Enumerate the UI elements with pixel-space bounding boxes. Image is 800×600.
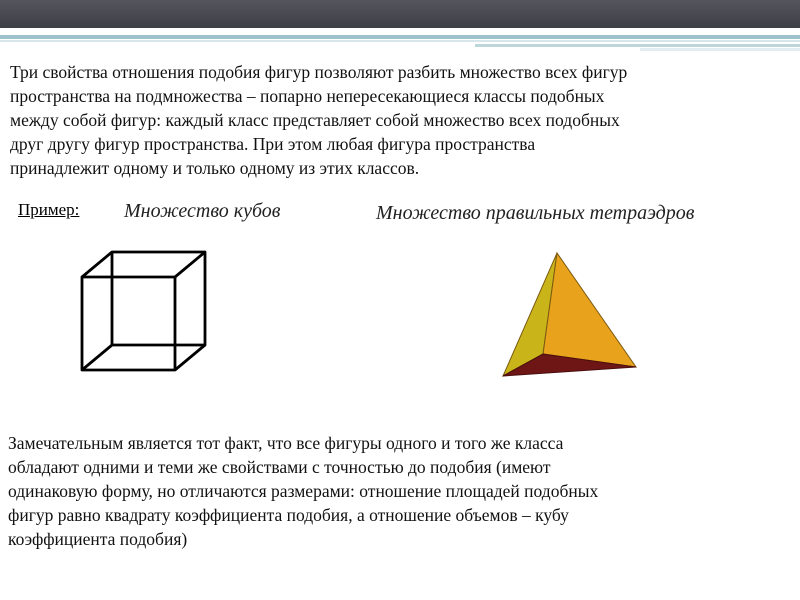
intro-paragraph (10, 60, 795, 180)
intro-line: друг другу фигур пространства. При этом любая фигура пространства (10, 134, 536, 154)
caption-cubes: Множество кубов (124, 200, 281, 222)
cube-back-face (112, 252, 205, 345)
tetra-front-face (543, 253, 636, 367)
decor-strip-2 (0, 40, 800, 42)
slide-top-bar (0, 0, 800, 28)
cube-edge (175, 345, 205, 370)
intro-line: принадлежит одному и только одному из этих классов. (10, 158, 420, 178)
intro-line: между собой фигур: каждый класс представляет собой множество всех подобных (10, 110, 620, 130)
conclusion-line: обладают одними и теми же свойствами с точностью до подобия (имеют (8, 457, 551, 477)
cube-edge (82, 252, 112, 277)
conclusion-line: фигур равно квадрату коэффициента подобия, а отношение объемов – кубу (8, 505, 569, 525)
conclusion-paragraph (8, 431, 793, 551)
cube-edge (82, 345, 112, 370)
cube-front-face (82, 277, 175, 370)
cube-wireframe-icon (75, 245, 210, 380)
example-label: Пример: (18, 200, 80, 219)
decor-strip-3 (475, 44, 800, 47)
conclusion-line: Замечательным является тот факт, что все фигуры одного и того же класса (8, 433, 564, 453)
intro-line: Три свойства отношения подобия фигур позволяют разбить множество всех фигур (10, 62, 628, 82)
intro-line: пространства на подмножества – попарно непересекающиеся классы подобных (10, 86, 605, 106)
decor-strip-1 (0, 35, 800, 39)
caption-tetrahedra: Множество правильных тетраэдров (376, 202, 695, 224)
cube-edge (175, 252, 205, 277)
tetrahedron-solid-icon (500, 250, 645, 380)
conclusion-line: коэффициента подобия) (8, 529, 188, 549)
conclusion-line: одинаковую форму, но отличаются размерами: отношение площадей подобных (8, 481, 599, 501)
decor-strip-4 (640, 48, 800, 51)
